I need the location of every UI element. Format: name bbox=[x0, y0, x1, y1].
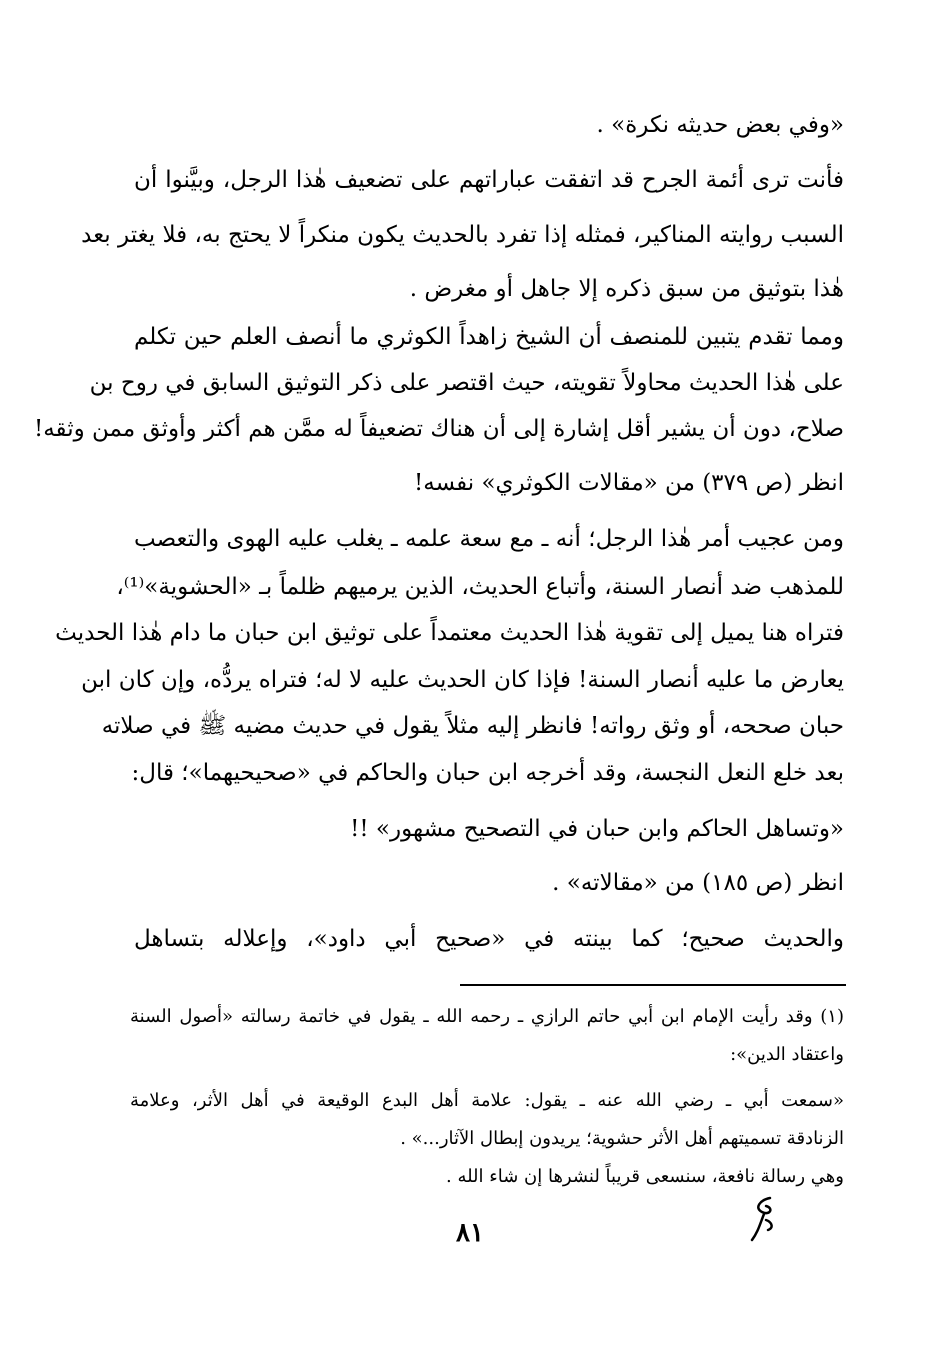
footnote-line: واعتقاد الدين»: bbox=[730, 1044, 844, 1065]
body-line: بعد خلع النعل النجسة، وقد أخرجه ابن حبان والحاكم في «صحيحيهما»؛ قال: bbox=[131, 760, 844, 786]
quote-line: «وتساهل الحاكم وابن حبان في التصحيح مشهور» !! bbox=[350, 816, 844, 842]
body-line: يعارض ما عليه أنصار السنة! فإذا كان الحديث عليه لا له؛ فتراه يردُّه، وإن كان ابن bbox=[81, 667, 844, 693]
body-line: انظر (ص ٣٧٩) من «مقالات الكوثري» نفسه! bbox=[414, 470, 844, 496]
body-line: فأنت ترى أئمة الجرح قد اتفقت عباراتهم على تضعيف هٰذا الرجل، وبيَّنوا أن bbox=[134, 167, 844, 193]
body-line: والحديث صحيح؛ كما بينته في «صحيح أبي داود»، وإعلاله بتساهل bbox=[134, 926, 844, 952]
body-line: صلاح، دون أن يشير أقل إشارة إلى أن هناك تضعيفاً له ممَّن هم أكثر وأوثق ممن وثقه! bbox=[33, 416, 844, 442]
body-line: السبب روايته المناكير، فمثله إذا تفرد بالحديث يكون منكراً لا يحتج به، فلا يغتر بعد bbox=[81, 222, 844, 248]
footnote-line: وهي رسالة نافعة، سنسعى قريباً لنشرها إن شاء الله . bbox=[446, 1166, 844, 1187]
footnote-line: «سمعت أبي ـ رضي الله عنه ـ يقول: علامة أهل البدع الوقيعة في أهل الأثر، وعلامة bbox=[130, 1090, 844, 1111]
handwritten-mark bbox=[730, 1190, 790, 1250]
body-line: انظر (ص ١٨٥) من «مقالاته» . bbox=[552, 870, 844, 896]
body-line: على هٰذا الحديث محاولاً تقويته، حيث اقتصر على ذكر التوثيق السابق في روح بن bbox=[89, 370, 844, 396]
body-line: ومما تقدم يتبين للمنصف أن الشيخ زاهداً الكوثري ما أنصف العلم حين تكلم bbox=[134, 324, 844, 350]
body-line: للمذهب ضد أنصار السنة، وأتباع الحديث، الذين يرميهم ظلماً بـ «الحشوية»⁽¹⁾، bbox=[116, 574, 844, 600]
body-line: فتراه هنا يميل إلى تقوية هٰذا الحديث معتمداً على توثيق ابن حبان ما دام هٰذا الحديث bbox=[55, 620, 844, 646]
footnote-line: الزنادقة تسميتهم أهل الأثر حشوية؛ يريدون إبطال الآثار...» . bbox=[400, 1128, 844, 1149]
body-line: هٰذا بتوثيق من سبق ذكره إلا جاهل أو مغرض . bbox=[409, 276, 844, 302]
body-line: ومن عجيب أمر هٰذا الرجل؛ أنه ـ مع سعة علمه ـ يغلب عليه الهوى والتعصب bbox=[134, 526, 844, 552]
quote-line: «وفي بعض حديثه نكرة» . bbox=[596, 112, 844, 138]
footnote-line: (١) وقد رأيت الإمام ابن أبي حاتم الرازي ـ رحمه الله ـ يقول في خاتمة رسالته «أصول السنة bbox=[130, 1006, 844, 1027]
body-line: حبان صححه، أو وثق رواته! فانظر إليه مثلاً يقول في حديث مضيه ﷺ في صلاته bbox=[101, 713, 844, 739]
footnote-divider bbox=[460, 984, 846, 986]
page-number: ٨١ bbox=[456, 1218, 484, 1248]
